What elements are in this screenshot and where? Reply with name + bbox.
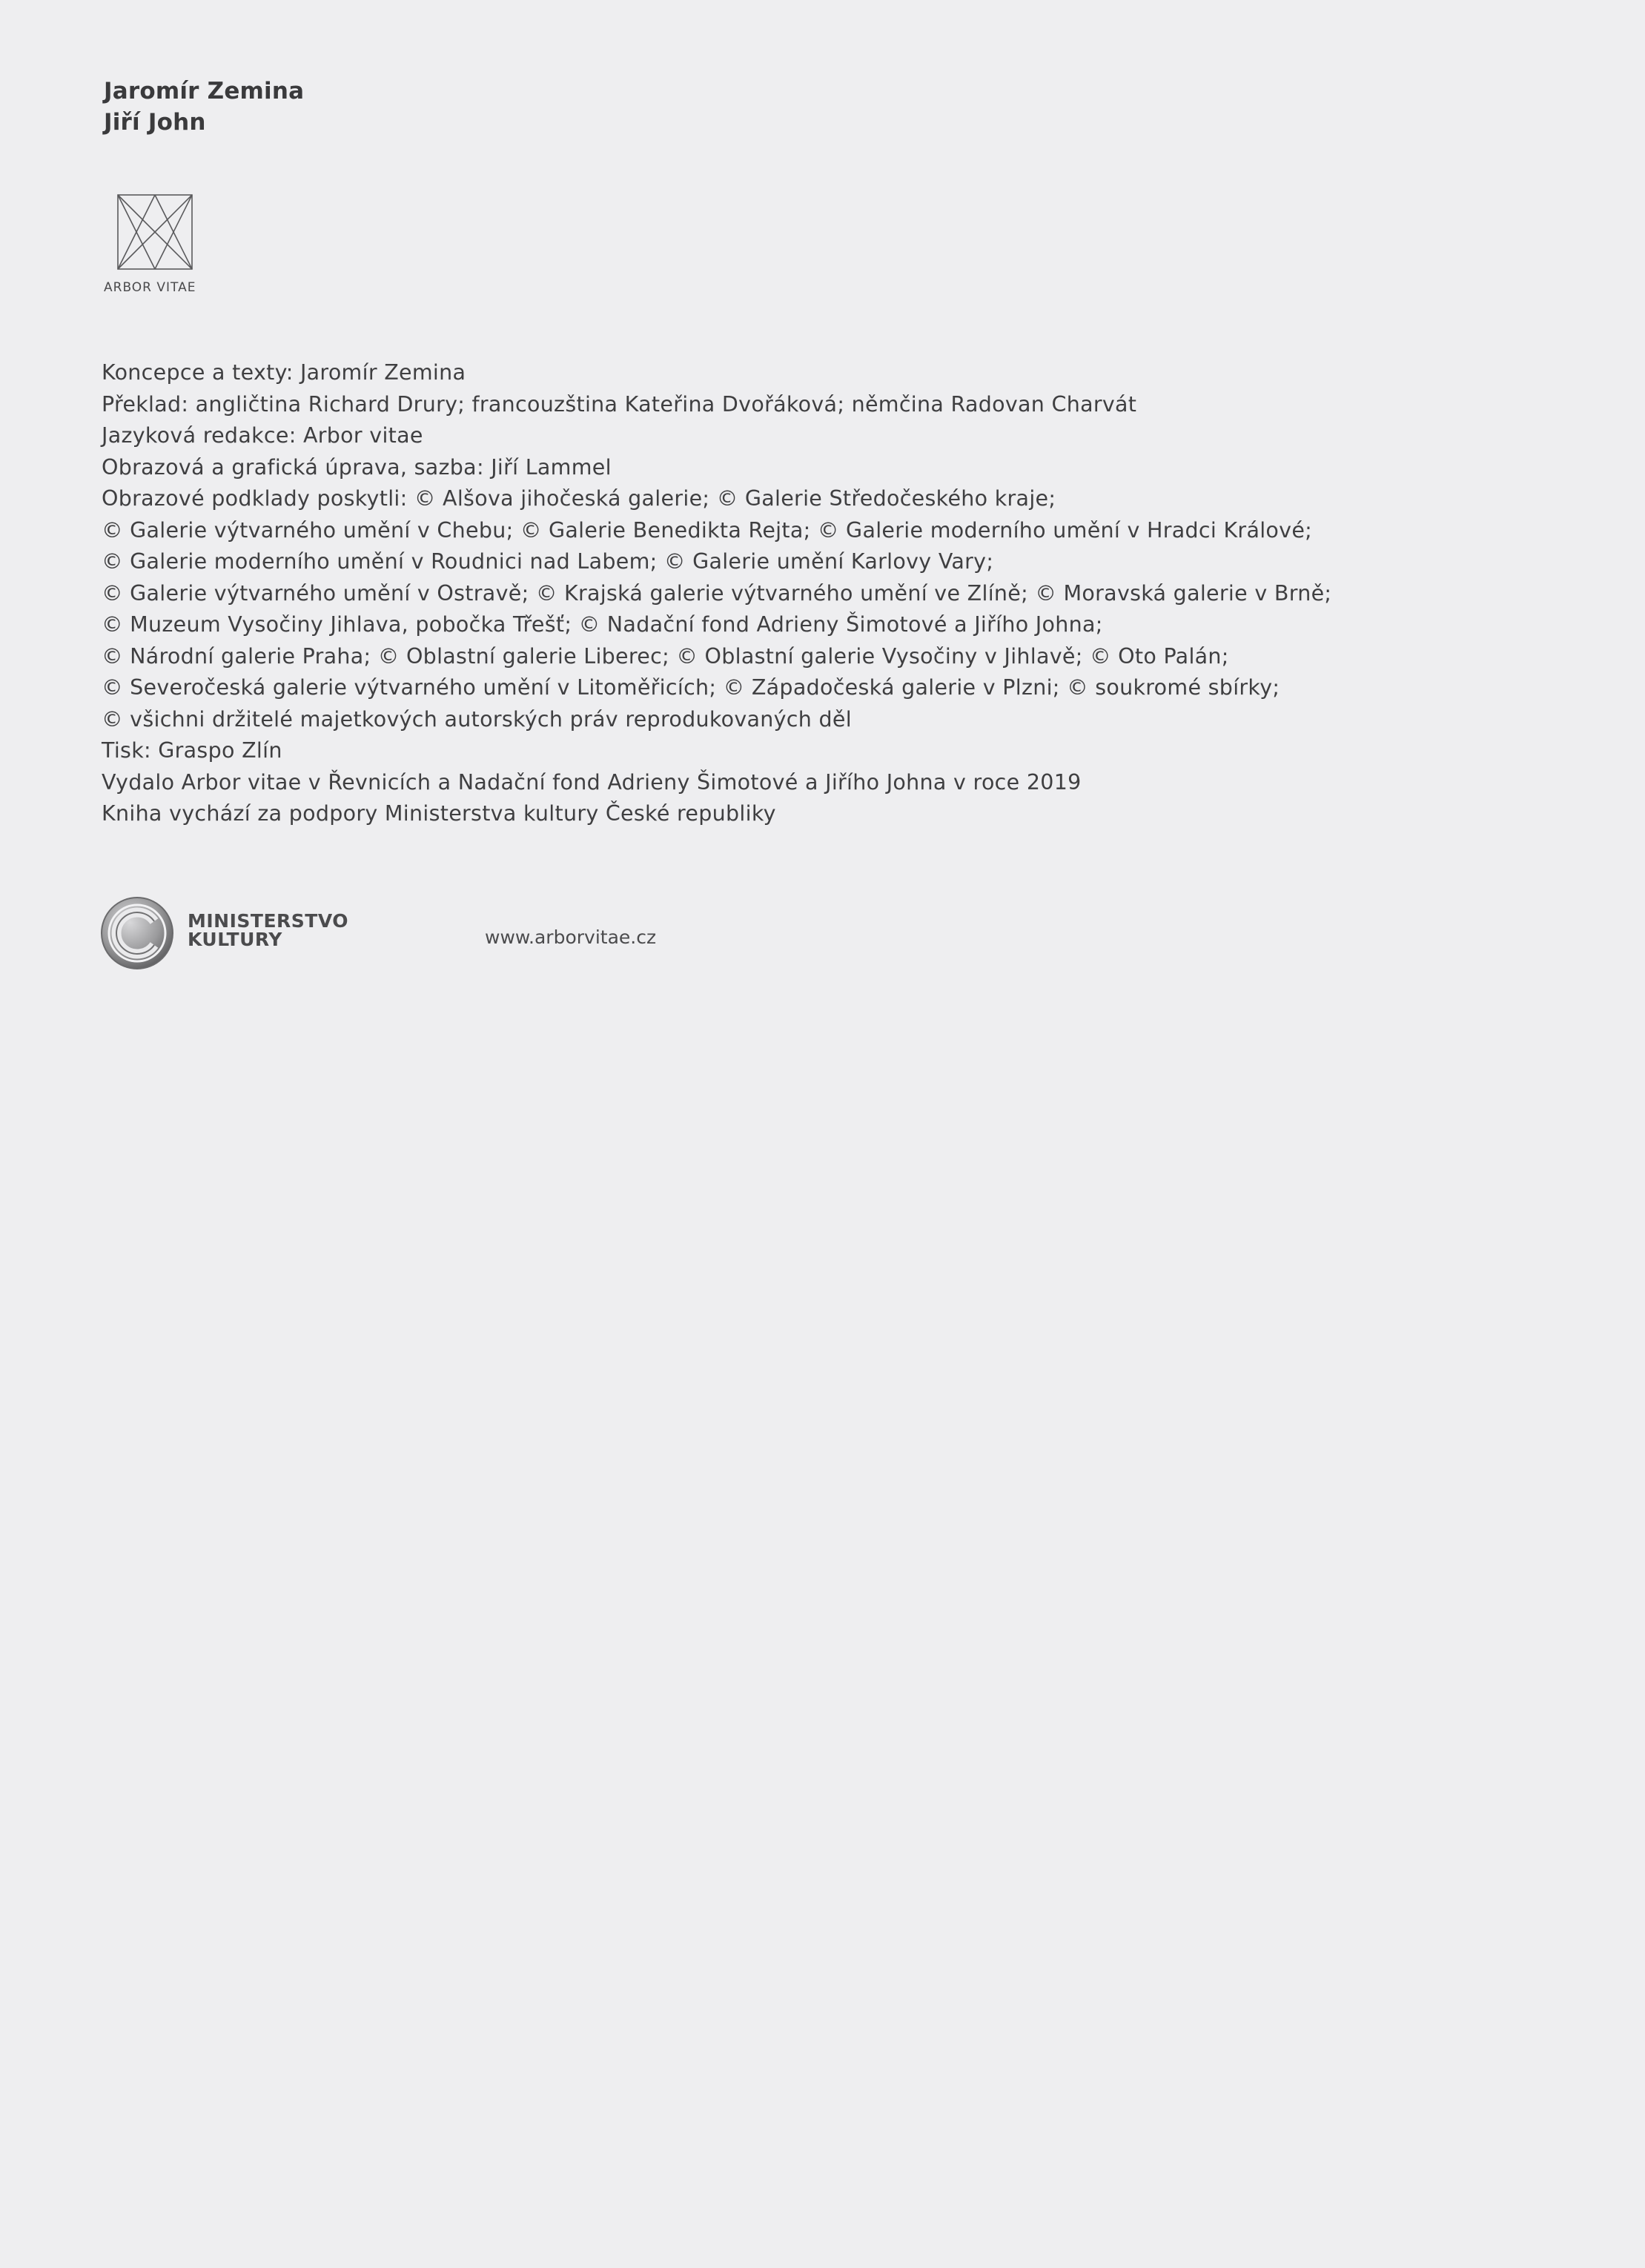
- credit-line: Kniha vychází za podpory Ministerstva kultury České republiky: [102, 801, 776, 826]
- credit-line: © Galerie výtvarného umění v Ostravě; © Krajská galerie výtvarného umění ve Zlíně; © Moravská galerie v Brně;: [102, 580, 1332, 606]
- ministry-text: [188, 912, 348, 949]
- credit-line: Tisk: Graspo Zlín: [102, 738, 282, 763]
- ministry-line-2: KULTURY: [188, 929, 282, 950]
- credit-line: © všichni držitelé majetkových autorských práv reprodukovaných děl: [102, 706, 852, 732]
- credit-line: © Národní galerie Praha; © Oblastní galerie Liberec; © Oblastní galerie Vysočiny v Jihlavě; © Oto Palán;: [102, 643, 1229, 669]
- credit-line: © Galerie moderního umění v Roudnici nad Labem; © Galerie umění Karlovy Vary;: [102, 549, 994, 574]
- publisher-name: ARBOR VITAE: [104, 280, 196, 295]
- credit-line: © Muzeum Vysočiny Jihlava, pobočka Třešť; © Nadační fond Adrieny Šimotové a Jiřího Johna;: [102, 612, 1103, 637]
- arbor-vitae-logo-icon: [117, 194, 193, 270]
- website-url: www.arborvitae.cz: [485, 926, 657, 948]
- authors: [104, 76, 304, 138]
- credit-line: Jazyková redakce: Arbor vitae: [102, 423, 423, 448]
- credit-line: Obrazové podklady poskytli: © Alšova jihočeská galerie; © Galerie Středočeského kraje;: [102, 486, 1056, 511]
- author-name: Jiří John: [104, 109, 206, 136]
- ministry-line-1: MINISTERSTVO: [188, 910, 349, 932]
- credit-line: © Severočeská galerie výtvarného umění v Litoměřicích; © Západočeská galerie v Plzni; © soukromé sbírky;: [102, 675, 1280, 700]
- ministry-c-logo-icon: [99, 895, 176, 972]
- credit-line: Koncepce a texty: Jaromír Zemina: [102, 360, 466, 385]
- credit-line: Vydalo Arbor vitae v Řevnicích a Nadační fond Adrieny Šimotové a Jiřího Johna v roce 2019: [102, 769, 1082, 795]
- credit-line: Překlad: angličtina Richard Drury; francouzština Kateřina Dvořáková; němčina Radovan Charvát: [102, 391, 1137, 417]
- credit-line: Obrazová a grafická úprava, sazba: Jiří Lammel: [102, 454, 612, 480]
- author-name: Jaromír Zemina: [104, 78, 305, 105]
- credit-line: © Galerie výtvarného umění v Chebu; © Galerie Benedikta Rejta; © Galerie moderního umění v Hradci Králové;: [102, 517, 1313, 543]
- credits-block: [102, 357, 1569, 830]
- publisher-logo: [104, 194, 208, 295]
- ministry-logo: [99, 895, 348, 972]
